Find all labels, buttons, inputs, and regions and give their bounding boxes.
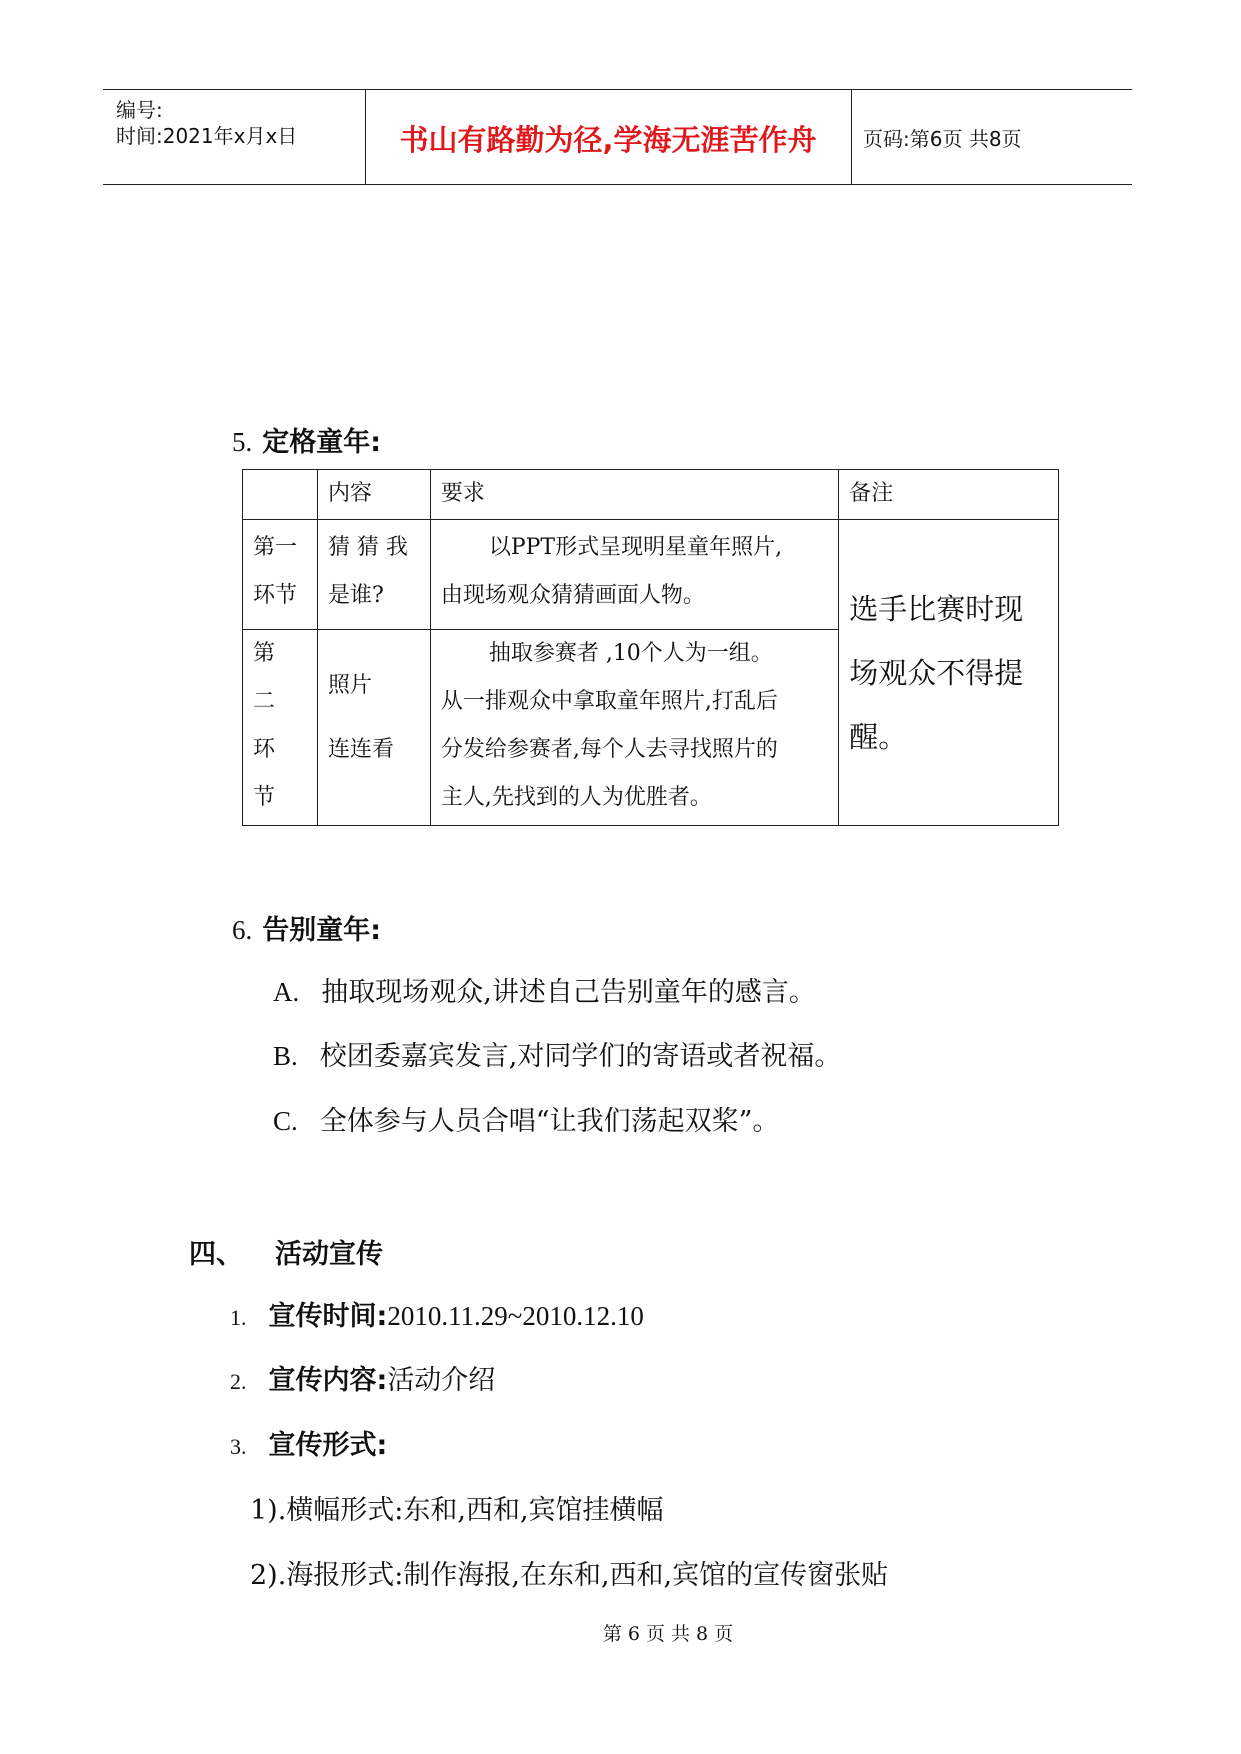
list-item-number: 2). bbox=[250, 1560, 287, 1591]
requirement-line: 由现场观众猜猜画面人物。 bbox=[440, 583, 705, 608]
requirement-line: 主人,先找到的人为优胜者。 bbox=[440, 785, 712, 810]
list-item bbox=[273, 970, 816, 1009]
list-item-number: 1). bbox=[250, 1495, 287, 1526]
stage-line: 第 bbox=[253, 641, 276, 666]
stage-line: 第一 bbox=[253, 535, 298, 560]
requirement-line: 从一排观众中拿取童年照片,打乱后 bbox=[440, 689, 778, 714]
list-item-label: 宣传时间: bbox=[268, 1301, 388, 1332]
content-line: 猜 猜 我 bbox=[327, 535, 408, 560]
list-item bbox=[250, 1488, 664, 1527]
header-center-cell bbox=[365, 90, 852, 184]
list-item bbox=[230, 1358, 495, 1397]
section6-title: 告别童年: bbox=[262, 915, 382, 946]
list-item-label: A. bbox=[273, 977, 300, 1007]
stage-line: 环 bbox=[253, 737, 276, 762]
requirement-line: 抽取参赛者 ,10个人为一组。 bbox=[488, 641, 773, 666]
list-item-value: 活动介绍 bbox=[387, 1365, 496, 1396]
table-header-cell bbox=[243, 470, 318, 520]
list-item-text: 抽取现场观众,讲述自己告别童年的感言。 bbox=[321, 977, 816, 1008]
stage-cell bbox=[243, 630, 318, 826]
list-item-text: 海报形式:制作海报,在东和,西和,宾馆的宣传窗张贴 bbox=[286, 1560, 889, 1591]
page-header bbox=[103, 89, 1132, 185]
section6-heading bbox=[232, 908, 381, 947]
table-header-row bbox=[243, 470, 1059, 520]
page-footer: 第 6 页 共 8 页 bbox=[602, 1623, 734, 1645]
note-line: 场观众不得提 bbox=[849, 655, 1024, 690]
part4-title: 活动宣传 bbox=[275, 1239, 383, 1270]
page-label: 页码:第6页 共8页 bbox=[863, 127, 1022, 151]
content-line: 连连看 bbox=[327, 737, 394, 762]
stage-line: 环节 bbox=[253, 583, 298, 608]
list-item-number: 3. bbox=[230, 1434, 247, 1459]
list-item bbox=[273, 1099, 779, 1138]
table-header-cell: 内容 bbox=[317, 470, 430, 520]
requirement-cell bbox=[430, 630, 838, 826]
list-item-number: 1. bbox=[230, 1305, 247, 1330]
number-label: 编号: bbox=[116, 98, 163, 122]
list-item-label: 宣传内容: bbox=[268, 1365, 388, 1396]
list-item-text: 校团委嘉宾发言,对同学们的寄语或者祝福。 bbox=[319, 1041, 842, 1072]
table-row bbox=[243, 520, 1059, 630]
note-line: 醒。 bbox=[849, 719, 908, 754]
list-item bbox=[250, 1553, 888, 1592]
motto: 书山有路勤为径,学海无涯苦作舟 bbox=[399, 123, 817, 157]
requirement-line: 分发给参赛者,每个人去寻找照片的 bbox=[440, 737, 778, 762]
stage-line: 节 bbox=[253, 785, 276, 810]
list-item-text: 横幅形式:东和,西和,宾馆挂横幅 bbox=[286, 1495, 664, 1526]
list-item-label: C. bbox=[273, 1106, 298, 1136]
content-line: 是谁? bbox=[327, 583, 384, 608]
section6-number: 6. bbox=[232, 915, 253, 945]
content-cell bbox=[317, 520, 430, 630]
stage-cell bbox=[243, 520, 318, 630]
section5-title: 定格童年: bbox=[262, 427, 382, 458]
part4-heading bbox=[189, 1232, 383, 1271]
note-line: 选手比赛时现 bbox=[849, 591, 1024, 626]
table-header-cell: 要求 bbox=[430, 470, 838, 520]
list-item-label: 宣传形式: bbox=[268, 1430, 388, 1461]
time-label: 时间:2021年x月x日 bbox=[116, 124, 298, 148]
list-item bbox=[273, 1034, 841, 1073]
requirement-line: 以PPT形式呈现明星童年照片, bbox=[488, 535, 783, 560]
part4-number: 四、 bbox=[189, 1239, 243, 1270]
stage-table bbox=[242, 469, 1059, 826]
section5-number: 5. bbox=[232, 427, 253, 457]
content-cell bbox=[317, 630, 430, 826]
table-header-cell: 备注 bbox=[839, 470, 1059, 520]
header-left-cell bbox=[103, 90, 366, 184]
header-right-cell bbox=[851, 90, 1132, 184]
list-item-label: B. bbox=[273, 1041, 298, 1071]
list-item bbox=[230, 1294, 644, 1333]
section5-heading bbox=[232, 420, 381, 459]
list-item-number: 2. bbox=[230, 1369, 247, 1394]
stage-line: 二 bbox=[253, 689, 276, 714]
list-item bbox=[230, 1423, 387, 1462]
note-cell bbox=[839, 520, 1059, 826]
list-item-text: 全体参与人员合唱“让我们荡起双桨”。 bbox=[319, 1106, 780, 1137]
requirement-cell bbox=[430, 520, 838, 630]
content-line: 照片 bbox=[327, 673, 372, 698]
list-item-value: 2010.11.29~2010.12.10 bbox=[387, 1301, 644, 1331]
